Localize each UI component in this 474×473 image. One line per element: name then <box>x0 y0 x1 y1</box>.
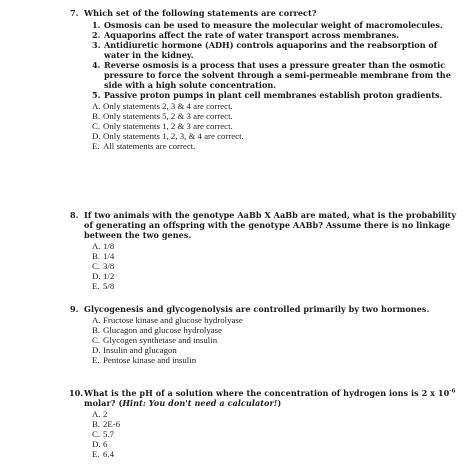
option-text: Fructose kinase and glucose hydrolyase <box>103 315 243 325</box>
answer-option-e[interactable] <box>92 356 465 366</box>
option-letter: C. <box>92 334 101 345</box>
answer-option-d[interactable] <box>92 440 465 450</box>
option-letter: A. <box>92 409 101 419</box>
option-letter: A. <box>92 101 101 111</box>
statement-item <box>92 30 465 40</box>
option-letter: D. <box>92 438 101 449</box>
option-letter: B. <box>92 324 101 335</box>
answer-option-b[interactable] <box>92 420 465 430</box>
statement-number: 2. <box>92 30 101 40</box>
statement-list <box>92 20 465 100</box>
statement-item <box>92 20 465 30</box>
question-number: 7. <box>70 8 79 18</box>
statement-text: Antidiuretic hormone (ADH) controls aquaporins and the reabsorption of water in the kidney. <box>104 40 438 60</box>
option-text: 6.4 <box>103 448 114 459</box>
option-letter: B. <box>92 110 101 121</box>
option-letter: A. <box>92 315 101 325</box>
answer-option-e[interactable] <box>92 142 465 152</box>
option-letter: C. <box>92 428 101 439</box>
question-text: Which set of the following statements are correct? <box>84 8 317 18</box>
statement-text: Passive proton pumps in plant cell membranes establish proton gradients. <box>104 90 443 100</box>
option-text: All statements are correct. <box>103 140 196 151</box>
statement-item <box>92 90 465 100</box>
question-prompt <box>70 304 465 314</box>
option-letter: D. <box>92 344 101 355</box>
question-9 <box>70 304 465 366</box>
statement-number: 1. <box>92 20 101 30</box>
statement-text: Reverse osmosis is a process that uses a pressure greater than the osmotic pressure to force the solvent through a semi-permeable membrane from the side with a high solute concentration. <box>104 60 451 90</box>
option-letter: C. <box>92 120 101 131</box>
exponent: -6 <box>449 388 456 395</box>
answer-option-e[interactable] <box>92 450 465 460</box>
option-text: 1/8 <box>103 241 115 251</box>
question-text: If two animals with the genotype AaBb X AaBb are mated, what is the probability of generating an offspring with the genotype AABb? Assume there is no linkage between the two genes. <box>84 210 457 240</box>
answer-options <box>92 316 465 366</box>
statement-item <box>92 40 465 60</box>
option-letter: E. <box>92 448 100 459</box>
question-prompt <box>70 8 465 18</box>
statement-item <box>92 60 465 90</box>
option-letter: B. <box>92 250 101 261</box>
statement-text: Osmosis can be used to measure the molecular weight of macromolecules. <box>104 20 443 30</box>
option-text: Glycogen synthetase and insulin <box>103 334 218 345</box>
option-letter: E. <box>92 354 100 365</box>
question-text: Glycogenesis and glycogenolysis are controlled primarily by two hormones. <box>84 304 430 314</box>
question-8 <box>70 210 465 292</box>
option-letter: E. <box>92 280 100 291</box>
answer-option-a[interactable] <box>92 242 465 252</box>
answer-options <box>92 410 465 460</box>
answer-option-b[interactable] <box>92 252 465 262</box>
option-text: 5.7 <box>103 428 114 439</box>
answer-option-a[interactable] <box>92 410 465 420</box>
option-text: Only statements 1, 2 & 3 are correct. <box>103 120 233 131</box>
option-letter: C. <box>92 260 101 271</box>
question-7 <box>70 8 465 152</box>
option-letter: B. <box>92 418 101 429</box>
option-text: 1/2 <box>103 270 115 281</box>
option-text: 6 <box>103 438 108 449</box>
option-letter: D. <box>92 130 101 141</box>
question-prompt <box>70 210 465 240</box>
option-text: 2E-6 <box>103 418 121 429</box>
option-text: Pentose kinase and insulin <box>103 354 197 365</box>
option-letter: A. <box>92 241 101 251</box>
question-number: 10. <box>69 388 84 398</box>
option-text: 5/8 <box>103 280 115 291</box>
hint-text: Hint: You don't need a calculator! <box>122 398 278 408</box>
option-text: 3/8 <box>103 260 115 271</box>
question-prompt <box>70 388 465 408</box>
option-text: Glucagon and glucose hydrolyase <box>103 324 222 335</box>
answer-option-e[interactable] <box>92 282 465 292</box>
answer-options <box>92 242 465 292</box>
option-text: 2 <box>103 409 108 419</box>
statement-text: Aquaporins affect the rate of water transport across membranes. <box>104 30 400 40</box>
option-letter: D. <box>92 270 101 281</box>
question-10 <box>70 388 465 460</box>
answer-option-d[interactable] <box>92 272 465 282</box>
statement-number: 5. <box>92 90 101 100</box>
answer-option-c[interactable] <box>92 262 465 272</box>
question-number: 8. <box>70 210 79 220</box>
question-text: What is the pH of a solution where the concentration of hydrogen ions is 2 x $10^{-6}$ molar? (Hint: You don't need a calculator!) <box>84 388 456 408</box>
option-text: Only statements 2, 3 & 4 are correct. <box>103 101 233 111</box>
option-letter: E. <box>92 140 100 151</box>
option-text: 1/4 <box>103 250 115 261</box>
statement-number: 3. <box>92 40 101 50</box>
question-number: 9. <box>70 304 79 314</box>
answer-options <box>92 102 465 152</box>
option-text: Only statements 5, 2 & 3 are correct. <box>103 110 233 121</box>
option-text: Only statements 1, 2, 3, & 4 are correct. <box>103 130 244 141</box>
statement-number: 4. <box>92 60 101 70</box>
option-text: Insulin and glucagon <box>103 344 177 355</box>
answer-option-c[interactable] <box>92 430 465 440</box>
